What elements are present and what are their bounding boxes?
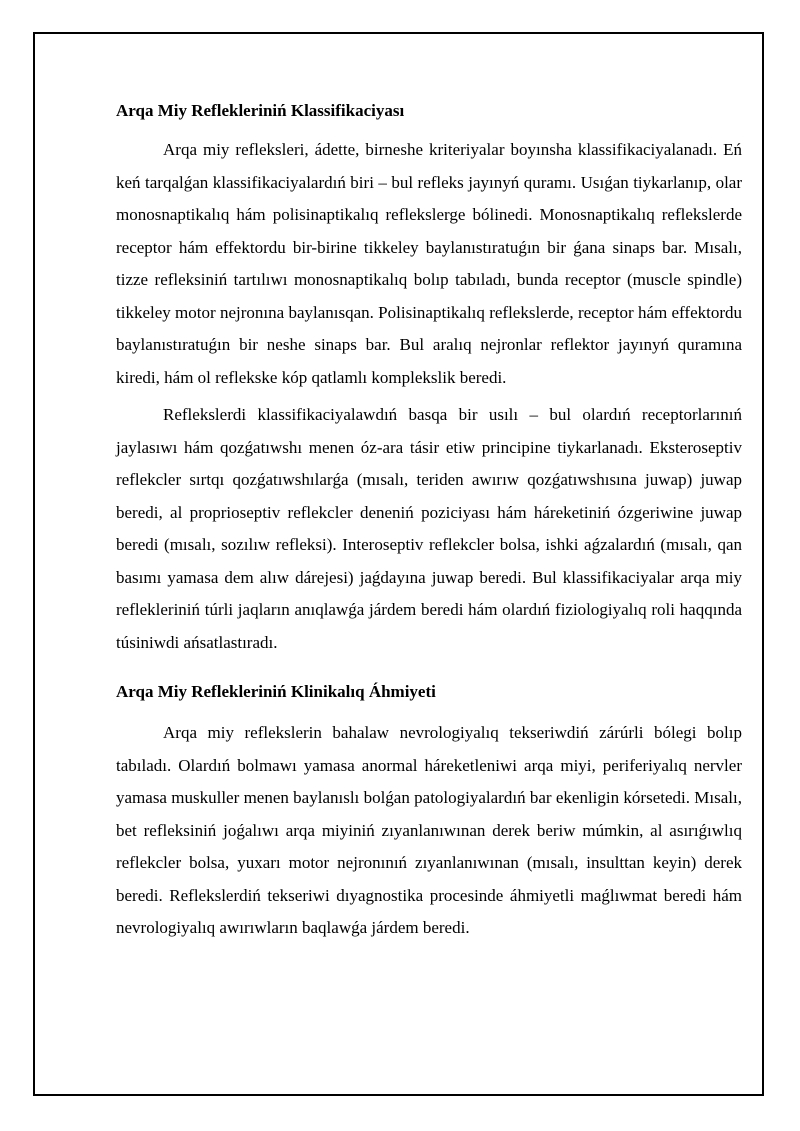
paragraph-classification-2: Reflekslerdi klassifikaciyalawdıń basqa bir usılı – bul olardıń receptorlarınıń jaylasıwı hám qozǵatıwshı menen óz-ara tásir etiw principine tiykarlanadı. Eksteroseptiv reflekcler sırtqı qozǵatıwshılarǵa (mısalı, teriden awırıw qozǵatıwshısına juwap) juwap beredi, al proprioseptiv reflekcler deneniń poziciyası hám háreketiniń ózgeriwine juwap beredi (mısalı, sozılıw refleksi). Interoseptiv reflekcler bolsa, ishki aǵzalardıń (mısalı, qan basımı yamasa dem alıw dárejesi) jaǵdayına juwap beredi. Bul klassifikaciyalar arqa miy reflekleriniń túrli jaqların anıqlawǵa járdem beredi hám olardıń fiziologiyalıq roli haqqında túsiniwdi ańsatlastıradı. [116, 405, 742, 652]
section-heading-classification: Arqa Miy Reflekleriniń Klassifikaciyası [116, 101, 405, 120]
document-body [116, 100, 742, 950]
paragraph-classification-1: Arqa miy refleksleri, ádette, birneshe kriteriyalar boyınsha klassifikaciyalanadı. Eń keń tarqalǵan klassifikaciyalardıń biri – bul refleks jayınyń quramı. Usıǵan tiykarlanıp, olar monosnaptikalıq hám polisinaptikalıq reflekslerge bólinedi. Monosnaptikalıq reflekslerde receptor hám effektordu bir-birine tikkeley baylanıstıratuǵın bir ǵana sinaps bar. Mısalı, tizze refleksiniń tartılıwı monosnaptikalıq bolıp tabıladı, bunda receptor (muscle spindle) tikkeley motor nejronına baylanısqan. Polisinaptikalıq reflekslerde, receptor hám effektordu baylanıstıratuǵın bir neshe sinaps bar. Bul aralıq nejronlar reflektor jayınyń quramına kiredi, hám ol reflekske kóp qatlamlı komplekslik beredi. [116, 140, 742, 387]
paragraph-clinical-1: Arqa miy reflekslerin bahalaw nevrologiyalıq tekseriwdiń zárúrli bólegi bolıp tabıladı. Olardıń bolmawı yamasa anormal háreketleniwi arqa miyi, periferiyalıq nervler yamasa muskuller menen baylanıslı bolǵan patologiyalardıń bar ekenligin kórsetedi. Mısalı, bet refleksiniń joǵalıwı arqa miyiniń zıyanlanıwınan derek beriw múmkin, al asırıǵıwlıq reflekcler bolsa, yuxarı motor nejronınıń zıyanlanıwınan (mısalı, insulttan keyin) derek beredi. Reflekslerdiń tekseriwi dıyagnostika procesinde áhmiyetli maǵlıwmat beredi hám nevrologiyalıq awırıwların baqlawǵa járdem beredi. [116, 723, 742, 937]
section-heading-clinical: Arqa Miy Reflekleriniń Klinikalıq Áhmiyeti [116, 682, 436, 701]
